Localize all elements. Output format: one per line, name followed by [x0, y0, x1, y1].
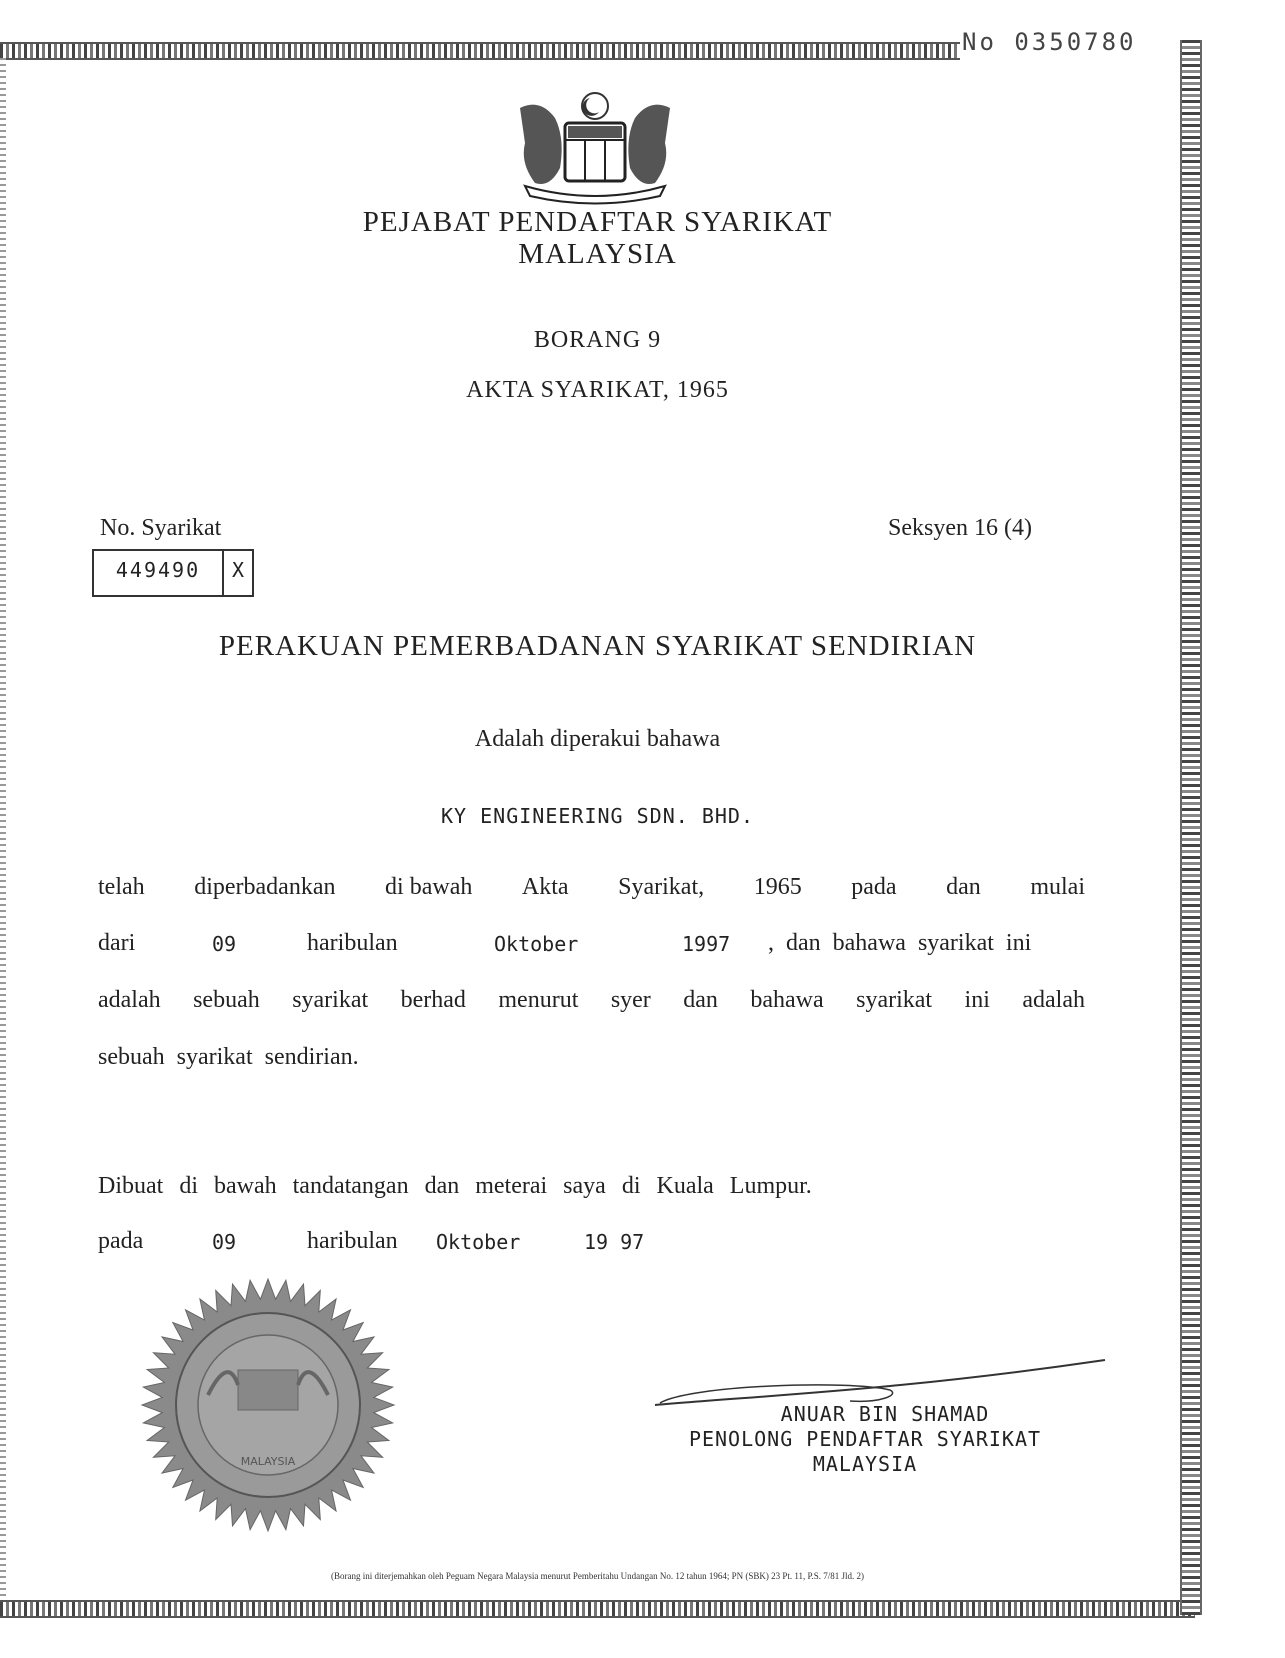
registration-suffix: X [231, 558, 245, 582]
registration-label: No. Syarikat [100, 515, 222, 541]
body-word: syarikat [292, 987, 369, 1013]
execution-year: 19 97 [584, 1230, 645, 1254]
registration-number: 449490 [94, 551, 224, 595]
top-border-ornament [0, 42, 960, 60]
execution-month: Oktober [436, 1230, 521, 1254]
signatory-title-country: MALAYSIA [812, 1452, 918, 1476]
company-name: KY ENGINEERING SDN. BHD. [441, 804, 754, 828]
act-title: AKTA SYARIKAT, 1965 [466, 377, 729, 403]
certificate-serial-number: No 0350780 [962, 28, 1137, 56]
execution-haribulan: haribulan [307, 1228, 398, 1254]
body-haribulan: haribulan [307, 930, 398, 956]
body-word: ini [964, 987, 990, 1013]
office-title-line2: MALAYSIA [518, 238, 677, 270]
body-word: Akta [521, 874, 569, 900]
body-word: telah [98, 874, 145, 900]
coat-of-arms-icon [510, 88, 680, 208]
body-word: di bawah [385, 874, 473, 900]
seal-text: MALAYSIA [240, 1455, 296, 1468]
signatory-title: PENOLONG PENDAFTAR SYARIKAT [688, 1427, 1042, 1451]
embossed-seal-icon [138, 1275, 398, 1535]
section-reference: Seksyen 16 (4) [888, 515, 1032, 541]
body-word: bahawa [750, 987, 824, 1013]
body-word: adalah [1022, 987, 1085, 1013]
body-line-2-rest: , dan bahawa syarikat ini [768, 930, 1032, 956]
body-word: Syarikat, [618, 874, 705, 900]
body-word: 1965 [753, 874, 802, 900]
body-word: mulai [1030, 874, 1085, 900]
signatory-name: ANUAR BIN SHAMAD [780, 1402, 990, 1426]
bottom-border-ornament [0, 1600, 1195, 1618]
body-line-1 [98, 874, 1085, 901]
left-border-ornament [0, 58, 6, 1598]
execution-day: 09 [212, 1230, 237, 1254]
signatory-block [655, 1402, 1075, 1477]
office-title-line1: PEJABAT PENDAFTAR SYARIKAT [362, 206, 833, 238]
registration-number-box [92, 549, 254, 597]
body-word: diperbadankan [194, 874, 336, 900]
incorporation-year: 1997 [682, 932, 731, 956]
footnote: (Borang ini diterjemahkan oleh Peguam Negara Malaysia menurut Pemberitahu Undangan No. 12 tahun 1964; PN (SBK) 23 Pt. 11, P.S. 7/81 Jld. 2) [330, 1571, 865, 1581]
body-word: sebuah [193, 987, 260, 1013]
body-word: syer [610, 987, 651, 1013]
body-word: berhad [400, 987, 466, 1013]
body-word: pada [851, 874, 897, 900]
body-word: menurut [498, 987, 579, 1013]
body-dari: dari [98, 930, 136, 956]
certificate-title: PERAKUAN PEMERBADANAN SYARIKAT SENDIRIAN [218, 630, 977, 662]
body-line-3 [98, 987, 1085, 1014]
form-number: BORANG 9 [533, 327, 662, 353]
execution-statement: Dibuat di bawah tandatangan dan meterai saya di Kuala Lumpur. [98, 1173, 812, 1199]
incorporation-day: 09 [212, 932, 237, 956]
certified-intro: Adalah diperakui bahawa [474, 726, 721, 752]
body-word: dan [683, 987, 718, 1013]
body-line-4: sebuah syarikat sendirian. [98, 1044, 359, 1070]
execution-pada: pada [98, 1228, 144, 1254]
incorporation-month: Oktober [494, 932, 579, 956]
body-word: adalah [98, 987, 161, 1013]
body-word: syarikat [856, 987, 933, 1013]
body-word: dan [946, 874, 981, 900]
